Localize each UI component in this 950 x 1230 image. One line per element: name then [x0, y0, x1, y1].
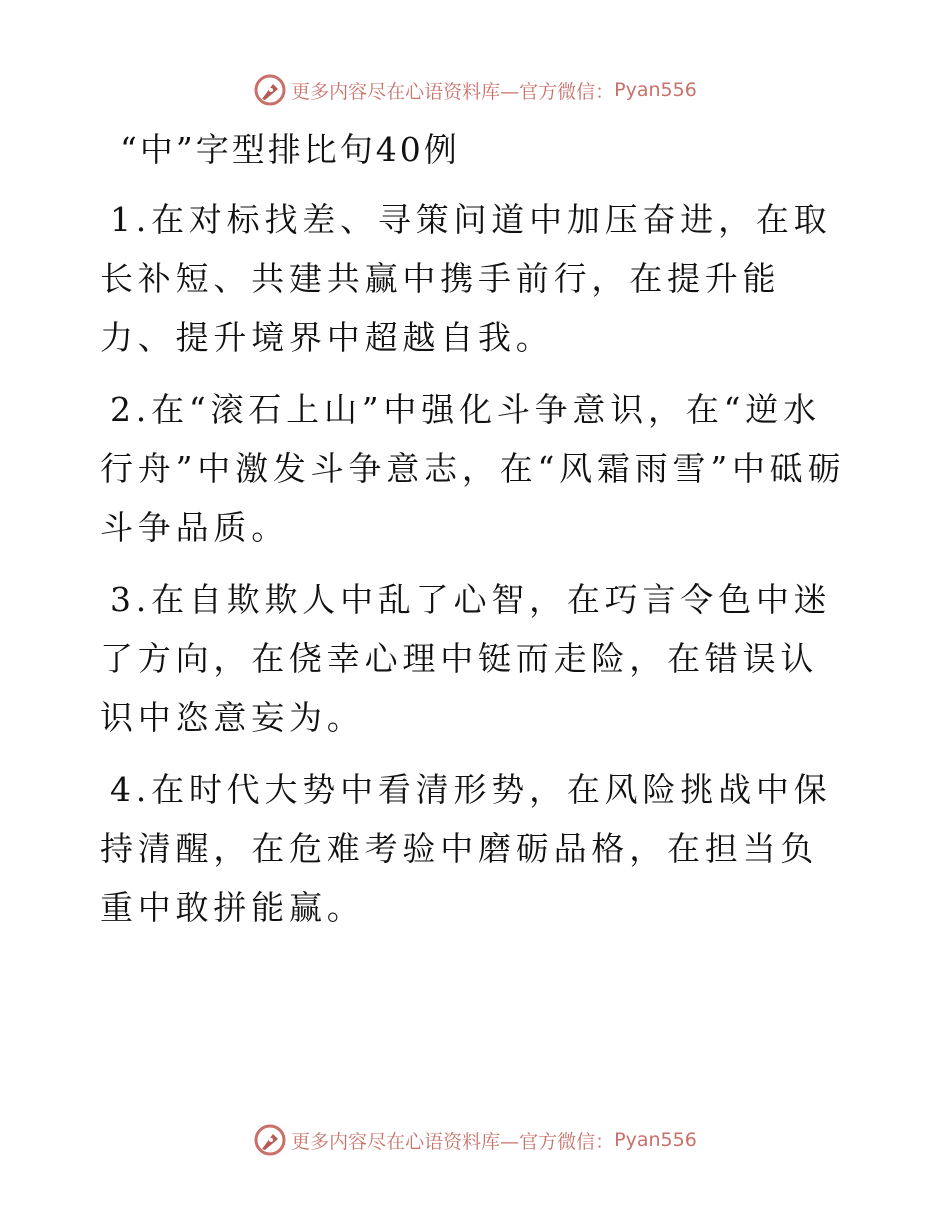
- paragraph-1: 1.在对标找差、寻策问道中加压奋进，在取长补短、共建共赢中携手前行，在提升能力、提升境界中超越自我。: [100, 200, 832, 357]
- header-watermark: [0, 70, 950, 110]
- watermark-contact: Pyan556: [614, 1129, 697, 1151]
- footer-watermark: [0, 1120, 950, 1160]
- watermark-text: 更多内容尽在心语资料库—官方微信：: [291, 1130, 615, 1153]
- paragraph-2: 2.在“滚石上山”中强化斗争意识，在“逆水行舟”中激发斗争意志，在“风霜雨雪”中砥砺斗争品质。: [100, 390, 846, 547]
- document-body: [100, 190, 852, 950]
- pen-nib-logo-icon: [253, 1123, 287, 1157]
- paragraph-3: 3.在自欺欺人中乱了心智，在巧言令色中迷了方向，在侥幸心理中铤而走险，在错误认识中恣意妄为。: [100, 580, 832, 737]
- paragraph-4: 4.在时代大势中看清形势，在风险挑战中保持清醒，在危难考验中磨砺品格，在担当负重中敢拼能赢。: [100, 770, 832, 927]
- watermark-contact: Pyan556: [614, 79, 697, 101]
- watermark-text: 更多内容尽在心语资料库—官方微信：: [291, 80, 615, 103]
- document-title: “中”字型排比句40例: [120, 130, 460, 169]
- pen-nib-logo-icon: [253, 73, 287, 107]
